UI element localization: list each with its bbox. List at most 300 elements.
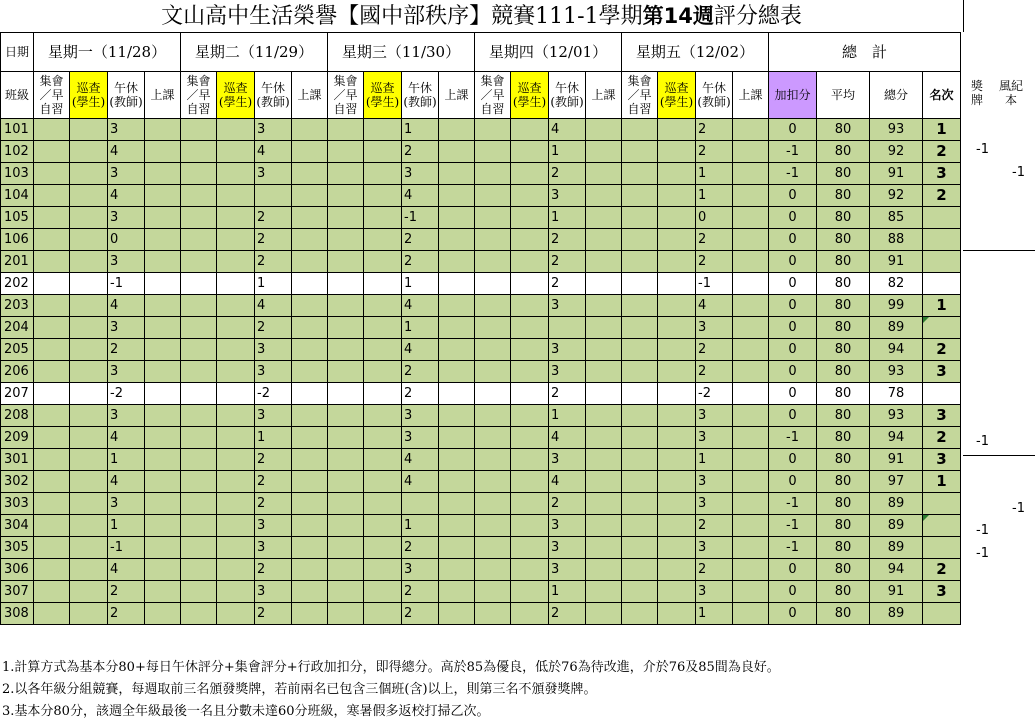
nap-score: 3: [549, 361, 586, 383]
empty-cell: [439, 229, 475, 251]
empty-cell: [475, 163, 511, 185]
empty-cell: [586, 273, 622, 295]
empty-cell: [622, 449, 658, 471]
empty-cell: [292, 163, 328, 185]
nap-score: 2: [255, 559, 292, 581]
empty-cell: [181, 163, 217, 185]
empty-cell: [292, 317, 328, 339]
nap-score: 4: [549, 427, 586, 449]
nap-score: 2: [549, 251, 586, 273]
empty-cell: [658, 427, 696, 449]
adjust-value: 0: [769, 339, 817, 361]
empty-cell: [511, 493, 549, 515]
empty-cell: [34, 427, 70, 449]
empty-cell: [181, 427, 217, 449]
nap-score: 3: [402, 427, 439, 449]
empty-cell: [364, 273, 402, 295]
average-value: 80: [817, 361, 870, 383]
table-row: [1, 361, 961, 383]
table-row: [1, 471, 961, 493]
adjust-value: 0: [769, 581, 817, 603]
average-value: 80: [817, 405, 870, 427]
empty-cell: [622, 405, 658, 427]
empty-cell: [145, 559, 181, 581]
medal-column-header: 獎牌: [970, 79, 983, 107]
nap-score: 3: [255, 537, 292, 559]
rank-value: 1: [923, 295, 961, 317]
empty-cell: [658, 273, 696, 295]
empty-cell: [328, 537, 364, 559]
empty-cell: [439, 449, 475, 471]
title-suffix: 評分總表: [713, 4, 802, 29]
nap-score: 3: [549, 449, 586, 471]
average-value: 80: [817, 317, 870, 339]
rank-value: [923, 383, 961, 405]
adjust-value: 0: [769, 471, 817, 493]
nap-score: 4: [402, 471, 439, 493]
average-value: 80: [817, 339, 870, 361]
rank-value: 2: [923, 339, 961, 361]
empty-cell: [34, 493, 70, 515]
total-score: 94: [870, 559, 923, 581]
empty-cell: [70, 537, 108, 559]
empty-cell: [586, 361, 622, 383]
empty-cell: [364, 163, 402, 185]
empty-cell: [292, 383, 328, 405]
empty-cell: [34, 273, 70, 295]
adjust-value: -1: [769, 427, 817, 449]
adjust-value: -1: [769, 141, 817, 163]
empty-cell: [181, 273, 217, 295]
adjust-value: 0: [769, 603, 817, 625]
empty-cell: [733, 383, 769, 405]
empty-cell: [439, 537, 475, 559]
table-row: [1, 295, 961, 317]
nap-score: 4: [108, 141, 145, 163]
empty-cell: [658, 251, 696, 273]
nap-score: 2: [402, 361, 439, 383]
empty-cell: [622, 493, 658, 515]
total-score: 91: [870, 581, 923, 603]
empty-cell: [328, 141, 364, 163]
empty-cell: [733, 229, 769, 251]
nap-score: -2: [255, 383, 292, 405]
empty-cell: [70, 229, 108, 251]
class-number: 306: [1, 559, 34, 581]
empty-cell: [34, 559, 70, 581]
medal-value: -1: [976, 142, 989, 158]
empty-cell: [511, 119, 549, 141]
empty-cell: [181, 383, 217, 405]
empty-cell: [658, 603, 696, 625]
class-number: 101: [1, 119, 34, 141]
empty-cell: [511, 449, 549, 471]
class-number: 106: [1, 229, 34, 251]
empty-cell: [364, 141, 402, 163]
average-value: 80: [817, 119, 870, 141]
nap-score: 2: [696, 339, 733, 361]
empty-cell: [439, 559, 475, 581]
empty-cell: [586, 449, 622, 471]
empty-cell: [145, 383, 181, 405]
total-score: 91: [870, 251, 923, 273]
empty-cell: [658, 339, 696, 361]
nap-score: 4: [696, 295, 733, 317]
empty-cell: [292, 603, 328, 625]
empty-cell: [586, 141, 622, 163]
empty-cell: [34, 449, 70, 471]
nap-score: 2: [255, 317, 292, 339]
class-header: 上課: [292, 72, 328, 119]
empty-cell: [364, 559, 402, 581]
empty-cell: [622, 427, 658, 449]
adjust-value: 0: [769, 185, 817, 207]
empty-cell: [658, 449, 696, 471]
empty-cell: [34, 119, 70, 141]
empty-cell: [364, 185, 402, 207]
empty-cell: [475, 229, 511, 251]
table-row: [1, 207, 961, 229]
medal-value: -1: [976, 545, 989, 561]
empty-cell: [70, 559, 108, 581]
empty-cell: [622, 273, 658, 295]
empty-cell: [364, 295, 402, 317]
empty-cell: [586, 493, 622, 515]
empty-cell: [217, 163, 255, 185]
empty-cell: [511, 229, 549, 251]
empty-cell: [475, 317, 511, 339]
empty-cell: [586, 317, 622, 339]
nap-score: 3: [108, 405, 145, 427]
empty-cell: [217, 427, 255, 449]
class-number: 203: [1, 295, 34, 317]
nap-score: 2: [696, 251, 733, 273]
average-value: 80: [817, 515, 870, 537]
empty-cell: [622, 295, 658, 317]
empty-cell: [70, 361, 108, 383]
empty-cell: [586, 119, 622, 141]
average-value: 80: [817, 493, 870, 515]
date-label: 日期: [1, 33, 34, 72]
title-border: [963, 0, 964, 32]
empty-cell: [217, 339, 255, 361]
table-row: [1, 383, 961, 405]
table-row: [1, 185, 961, 207]
title-week: 第14週: [642, 4, 714, 28]
empty-cell: [364, 383, 402, 405]
empty-cell: [34, 383, 70, 405]
nap-score: 3: [255, 515, 292, 537]
class-header: 上課: [145, 72, 181, 119]
nap-score: 0: [108, 229, 145, 251]
nap-score: 4: [402, 295, 439, 317]
rank-value: [923, 515, 961, 537]
empty-cell: [70, 251, 108, 273]
rank-value: 3: [923, 449, 961, 471]
total-score: 89: [870, 603, 923, 625]
adjust-value: 0: [769, 317, 817, 339]
class-number: 308: [1, 603, 34, 625]
empty-cell: [733, 471, 769, 493]
adjust-value: 0: [769, 559, 817, 581]
class-number: 102: [1, 141, 34, 163]
nap-score: 3: [255, 163, 292, 185]
table-row: [1, 273, 961, 295]
adjust-value: 0: [769, 361, 817, 383]
nap-score: 4: [108, 185, 145, 207]
rank-value: 3: [923, 581, 961, 603]
empty-cell: [511, 207, 549, 229]
empty-cell: [622, 207, 658, 229]
empty-cell: [439, 273, 475, 295]
empty-cell: [328, 559, 364, 581]
empty-cell: [475, 449, 511, 471]
empty-cell: [511, 383, 549, 405]
empty-cell: [475, 339, 511, 361]
class-number: 104: [1, 185, 34, 207]
empty-cell: [292, 295, 328, 317]
empty-cell: [217, 207, 255, 229]
average-value: 80: [817, 185, 870, 207]
empty-cell: [439, 383, 475, 405]
empty-cell: [181, 119, 217, 141]
empty-cell: [217, 471, 255, 493]
rank-value: 3: [923, 361, 961, 383]
empty-cell: [475, 515, 511, 537]
rank-value: [923, 603, 961, 625]
empty-cell: [328, 295, 364, 317]
empty-cell: [586, 295, 622, 317]
average-value: 80: [817, 581, 870, 603]
class-number: 206: [1, 361, 34, 383]
nap-score: 3: [696, 405, 733, 427]
empty-cell: [181, 295, 217, 317]
nap-score: 4: [255, 295, 292, 317]
empty-cell: [328, 207, 364, 229]
medal-value: -1: [976, 523, 989, 539]
empty-cell: [658, 515, 696, 537]
nap-score: 3: [108, 119, 145, 141]
nap-score: 3: [255, 361, 292, 383]
empty-cell: [475, 405, 511, 427]
empty-cell: [586, 383, 622, 405]
empty-cell: [658, 163, 696, 185]
rank-value: [923, 229, 961, 251]
total-score: 82: [870, 273, 923, 295]
empty-cell: [364, 119, 402, 141]
nap-score: 2: [255, 207, 292, 229]
empty-cell: [658, 185, 696, 207]
empty-cell: [439, 493, 475, 515]
empty-cell: [328, 119, 364, 141]
table-row: [1, 581, 961, 603]
empty-cell: [34, 207, 70, 229]
patrol-header: 巡查(學生): [364, 72, 402, 119]
empty-cell: [328, 251, 364, 273]
empty-cell: [328, 603, 364, 625]
empty-cell: [328, 493, 364, 515]
nap-score: 2: [402, 581, 439, 603]
average-value: 80: [817, 603, 870, 625]
empty-cell: [292, 559, 328, 581]
empty-cell: [34, 251, 70, 273]
empty-cell: [292, 207, 328, 229]
empty-cell: [217, 317, 255, 339]
class-header: 上課: [586, 72, 622, 119]
empty-cell: [328, 383, 364, 405]
empty-cell: [70, 427, 108, 449]
empty-cell: [586, 537, 622, 559]
total-score: 93: [870, 405, 923, 427]
empty-cell: [364, 471, 402, 493]
empty-cell: [658, 317, 696, 339]
empty-cell: [622, 317, 658, 339]
empty-cell: [145, 361, 181, 383]
empty-cell: [328, 427, 364, 449]
nap-score: 2: [696, 229, 733, 251]
adjust-value: 0: [769, 405, 817, 427]
empty-cell: [733, 317, 769, 339]
table-row: [1, 427, 961, 449]
nap-score: 4: [402, 449, 439, 471]
empty-cell: [622, 361, 658, 383]
empty-cell: [34, 317, 70, 339]
rank-value: 2: [923, 427, 961, 449]
empty-cell: [145, 603, 181, 625]
table-row: [1, 515, 961, 537]
nap-score: [255, 185, 292, 207]
empty-cell: [292, 119, 328, 141]
class-number: 305: [1, 537, 34, 559]
empty-cell: [733, 295, 769, 317]
empty-cell: [733, 207, 769, 229]
empty-cell: [586, 559, 622, 581]
empty-cell: [145, 295, 181, 317]
nap-score: 2: [402, 383, 439, 405]
nap-score: 2: [402, 537, 439, 559]
average-header: 平均: [817, 72, 870, 119]
empty-cell: [658, 119, 696, 141]
rank-value: 2: [923, 185, 961, 207]
nap-score: 4: [108, 295, 145, 317]
empty-cell: [586, 581, 622, 603]
nap-score: 1: [108, 515, 145, 537]
nap-score: 3: [108, 361, 145, 383]
class-number: 207: [1, 383, 34, 405]
total-score: 89: [870, 493, 923, 515]
nap-score: 3: [255, 405, 292, 427]
total-score: 88: [870, 229, 923, 251]
day-header: 星期二（11/29）: [181, 33, 328, 72]
discipline-book-column-header: 風紀本: [998, 79, 1023, 107]
empty-cell: [475, 251, 511, 273]
empty-cell: [439, 603, 475, 625]
empty-cell: [622, 119, 658, 141]
empty-cell: [217, 537, 255, 559]
nap-score: 4: [402, 339, 439, 361]
empty-cell: [622, 163, 658, 185]
empty-cell: [733, 603, 769, 625]
empty-cell: [439, 163, 475, 185]
total-score: 89: [870, 515, 923, 537]
rank-value: 1: [923, 119, 961, 141]
empty-cell: [181, 405, 217, 427]
empty-cell: [34, 229, 70, 251]
nap-score: 1: [549, 405, 586, 427]
average-value: 80: [817, 383, 870, 405]
empty-cell: [439, 515, 475, 537]
class-number: 301: [1, 449, 34, 471]
empty-cell: [181, 493, 217, 515]
empty-cell: [70, 163, 108, 185]
average-value: 80: [817, 273, 870, 295]
average-value: 80: [817, 251, 870, 273]
empty-cell: [622, 229, 658, 251]
empty-cell: [328, 515, 364, 537]
empty-cell: [586, 163, 622, 185]
class-number: 209: [1, 427, 34, 449]
nap-score: 2: [402, 141, 439, 163]
nap-score: 2: [549, 603, 586, 625]
empty-cell: [328, 361, 364, 383]
empty-cell: [475, 361, 511, 383]
empty-cell: [586, 405, 622, 427]
adjust-value: 0: [769, 449, 817, 471]
adjust-value: -1: [769, 515, 817, 537]
empty-cell: [622, 559, 658, 581]
empty-cell: [181, 317, 217, 339]
nap-score: 2: [108, 581, 145, 603]
empty-cell: [622, 339, 658, 361]
empty-cell: [439, 251, 475, 273]
grade-separator: [963, 250, 1035, 251]
empty-cell: [34, 405, 70, 427]
empty-cell: [733, 427, 769, 449]
empty-cell: [292, 449, 328, 471]
table-row: [1, 559, 961, 581]
empty-cell: [181, 185, 217, 207]
nap-score: 2: [255, 449, 292, 471]
empty-cell: [70, 405, 108, 427]
class-number: 201: [1, 251, 34, 273]
assembly-header: 集會／早自習: [475, 72, 511, 119]
adjust-value: -1: [769, 537, 817, 559]
empty-cell: [475, 141, 511, 163]
empty-cell: [328, 185, 364, 207]
empty-cell: [34, 185, 70, 207]
empty-cell: [328, 405, 364, 427]
class-number: 307: [1, 581, 34, 603]
empty-cell: [217, 295, 255, 317]
empty-cell: [217, 273, 255, 295]
empty-cell: [181, 449, 217, 471]
total-score: 97: [870, 471, 923, 493]
empty-cell: [364, 339, 402, 361]
empty-cell: [181, 559, 217, 581]
empty-cell: [622, 515, 658, 537]
average-value: 80: [817, 449, 870, 471]
empty-cell: [70, 515, 108, 537]
adjust-value: 0: [769, 119, 817, 141]
empty-cell: [217, 449, 255, 471]
empty-cell: [145, 405, 181, 427]
empty-cell: [475, 493, 511, 515]
nap-score: 1: [255, 273, 292, 295]
rank-value: [923, 207, 961, 229]
nap-score: 1: [402, 515, 439, 537]
empty-cell: [292, 515, 328, 537]
average-value: 80: [817, 141, 870, 163]
